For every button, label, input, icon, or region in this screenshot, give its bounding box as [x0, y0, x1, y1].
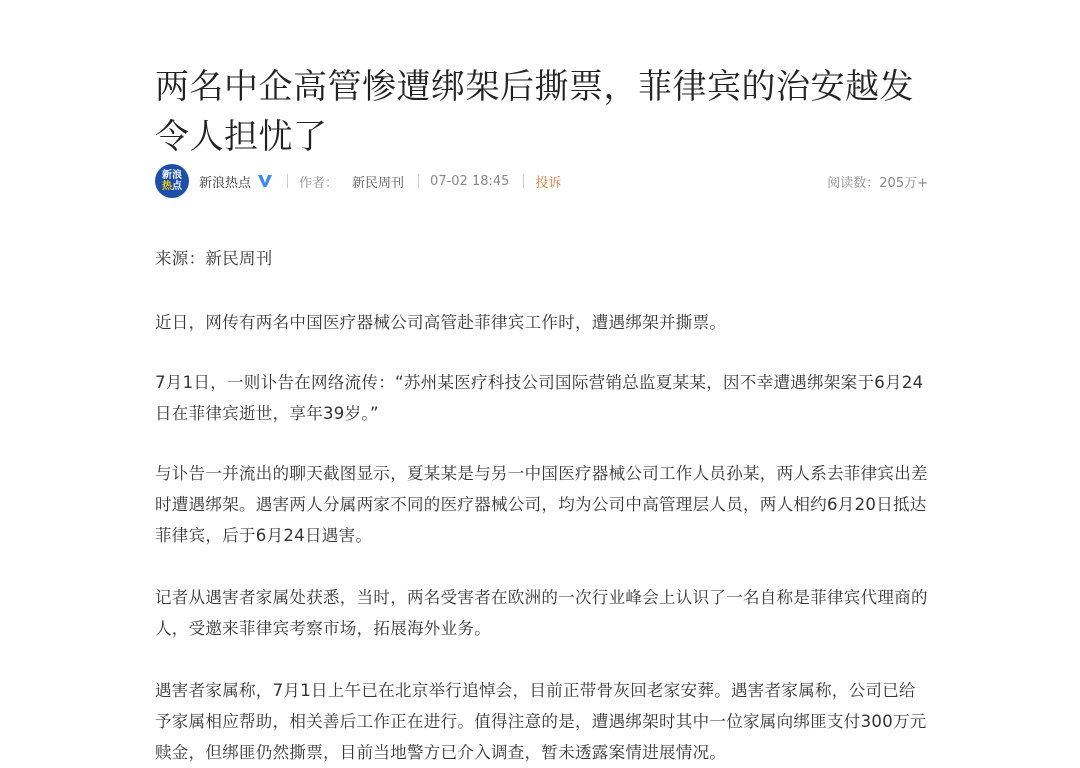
article-title: 两名中企高管惨遭绑架后撕票，菲律宾的治安越发令人担忧了 [155, 67, 914, 157]
author-name: 新民周刊 [352, 175, 405, 191]
paragraph: 与讣告一并流出的聊天截图显示，夏某某是与另一中国医疗器械公司工作人员孙某，两人系去菲律宾出差时遭遇绑架。遇害两人分属两家不同的医疗器械公司，均为公司中高管理层人员，两人相约6月20日抵达菲律宾，后于6月24日遇害。 [155, 464, 928, 545]
read-count: 阅读数：205万+ [827, 175, 928, 191]
paragraph: 记者从遇害者家属处获悉，当时，两名受害者在欧洲的一次行业峰会上认识了一名自称是菲律宾代理商的人，受邀来菲律宾考察市场，拓展海外业务。 [155, 588, 928, 638]
verified-v-icon [257, 173, 273, 189]
author-label: 作者： [299, 175, 339, 191]
paragraph: 7月1日，一则讣告在网络流传：“苏州某医疗科技公司国际营销总监夏某某，因不幸遭遇绑架案于6月24日在菲律宾逝世，享年39岁。” [155, 373, 924, 423]
article-meta [155, 164, 928, 198]
logo-text-top: 新浪 [162, 170, 182, 181]
divider [287, 174, 288, 188]
publish-time: 07-02 18:45 [430, 173, 510, 189]
divider [523, 174, 524, 188]
source-name-link[interactable]: 新浪热点 [199, 175, 252, 191]
logo-text-bottom [162, 181, 182, 192]
paragraph: 遇害者家属称，7月1日上午已在北京举行追悼会，目前正带骨灰回老家安葬。遇害者家属称，公司已给予家属相应帮助，相关善后工作正在进行。值得注意的是，遭遇绑架时其中一位家属向绑匪支付300万元赎金，但绑匪仍然撕票，目前当地警方已介入调查，暂未透露案情进展情况。 [155, 681, 927, 762]
report-link[interactable]: 投诉 [535, 175, 562, 191]
logo-text-hot: 热 [162, 181, 172, 192]
paragraph: 近日，网传有两名中国医疗器械公司高管赴菲律宾工作时，遭遇绑架并撕票。 [155, 313, 727, 332]
source-logo[interactable] [155, 164, 189, 198]
divider [418, 174, 419, 188]
logo-text-dian: 点 [172, 181, 182, 192]
paragraph-source: 来源：新民周刊 [155, 249, 273, 268]
